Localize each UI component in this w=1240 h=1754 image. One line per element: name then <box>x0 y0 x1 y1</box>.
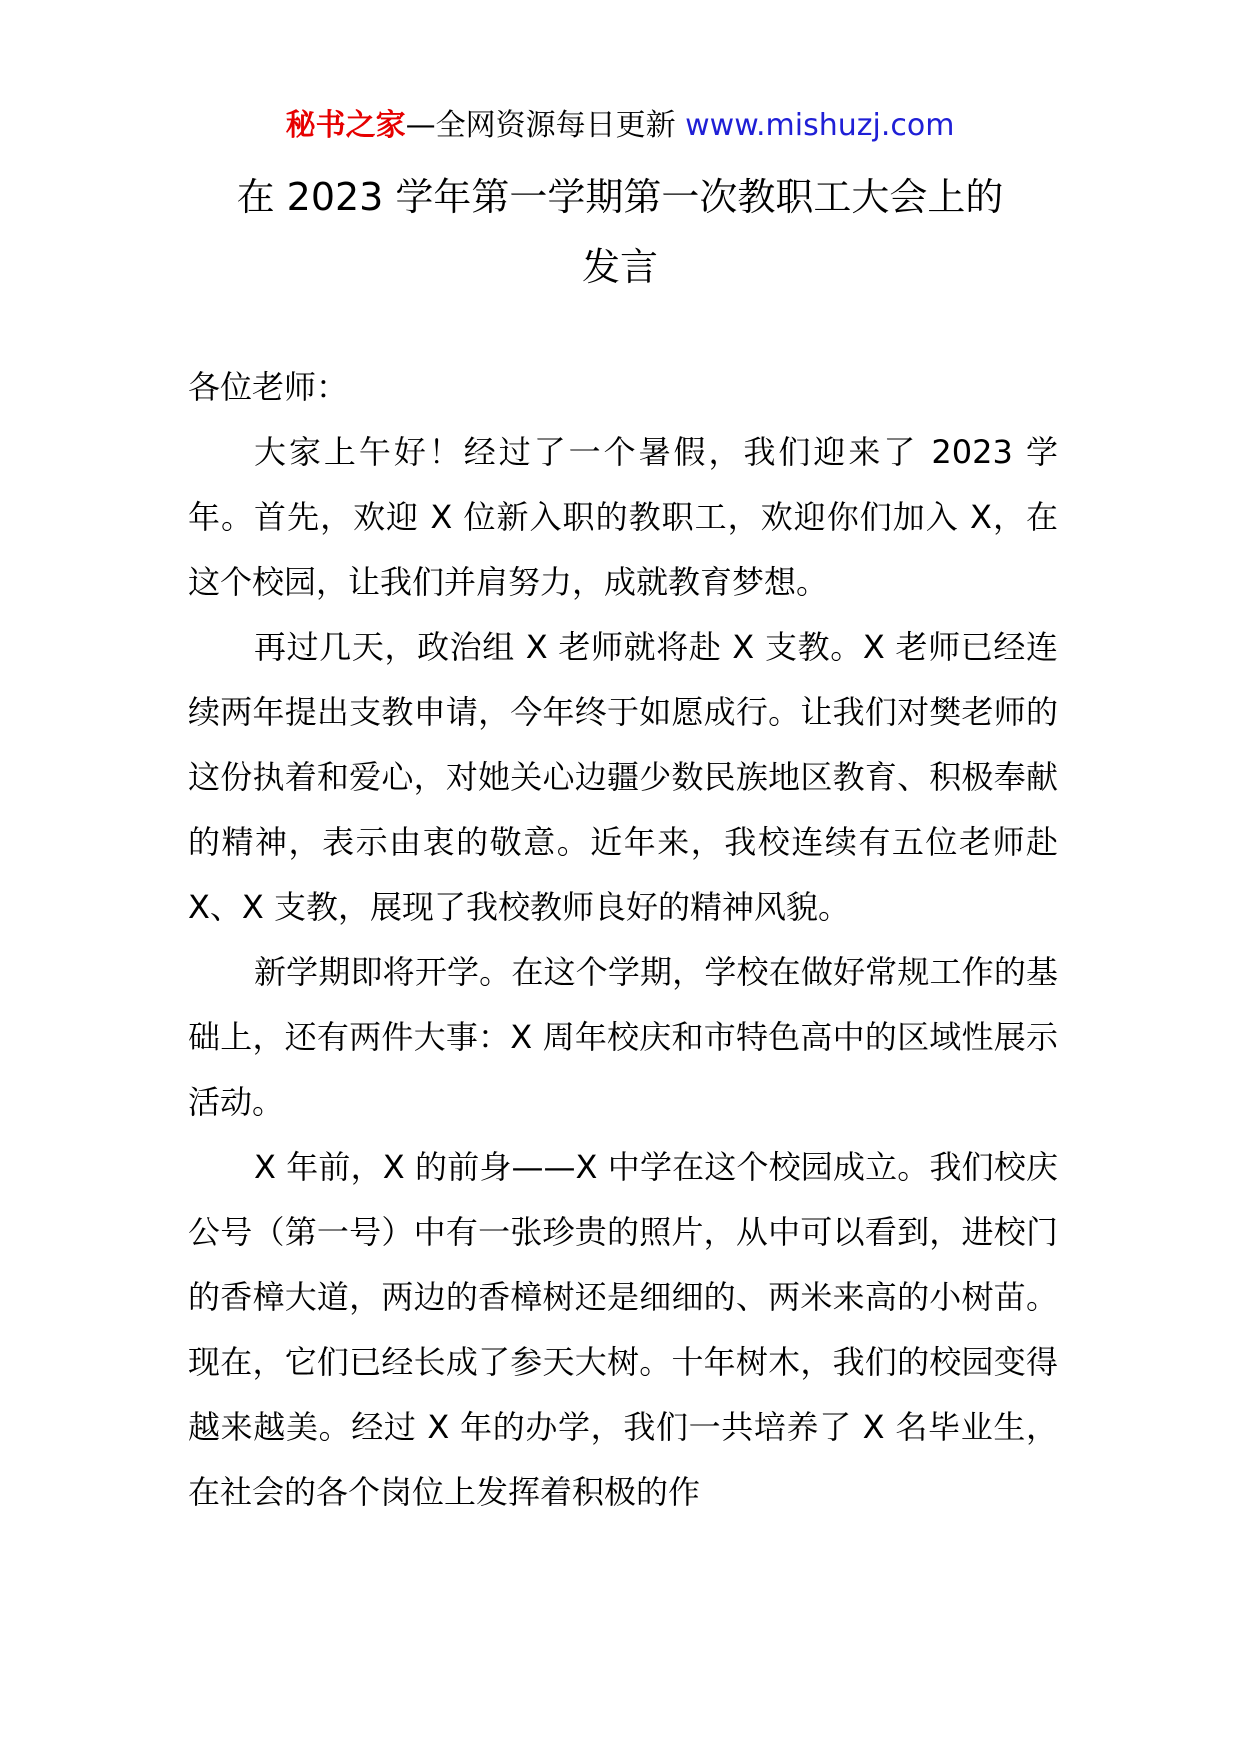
body-paragraph: X 年前，X 的前身——X 中学在这个校园成立。我们校庆公号（第一号）中有一张珍贵的照片，从中可以看到，进校门的香樟大道，两边的香樟树还是细细的、两米来高的小树苗。现在，它们已经长成了参天大树。十年树木，我们的校园变得越来越美。经过 X 年的办学，我们一共培养了 X 名毕业生，在社会的各个岗位上发挥着积极的作 <box>188 1148 1058 1511</box>
site-slogan: —全网资源每日更新 <box>405 108 686 143</box>
document-title <box>200 162 1040 302</box>
site-header <box>0 104 1240 148</box>
brand-name: 秘书之家 <box>285 108 406 143</box>
document-body <box>188 355 1058 1525</box>
title-line-1: 在 2023 学年第一学期第一次教职工大会上的 <box>236 175 1004 219</box>
body-paragraph: 再过几天，政治组 X 老师就将赴 X 支教。X 老师已经连续两年提出支教申请，今年终于如愿成行。让我们对樊老师的这份执着和爱心，对她关心边疆少数民族地区教育、积极奉献的精神，表示由衷的敬意。近年来，我校连续有五位老师赴 X、X 支教，展现了我校教师良好的精神风貌。 <box>188 628 1058 926</box>
title-line-2: 发言 <box>581 245 658 289</box>
salutation: 各位老师： <box>188 368 349 406</box>
body-paragraph: 新学期即将开学。在这个学期，学校在做好常规工作的基础上，还有两件大事：X 周年校庆和市特色高中的区域性展示活动。 <box>188 953 1058 1121</box>
site-url-link[interactable]: www.mishuzj.com <box>685 108 955 143</box>
body-paragraph: 大家上午好！经过了一个暑假，我们迎来了 2023 学年。首先，欢迎 X 位新入职的教职工，欢迎你们加入 X，在这个校园，让我们并肩努力，成就教育梦想。 <box>188 433 1058 601</box>
